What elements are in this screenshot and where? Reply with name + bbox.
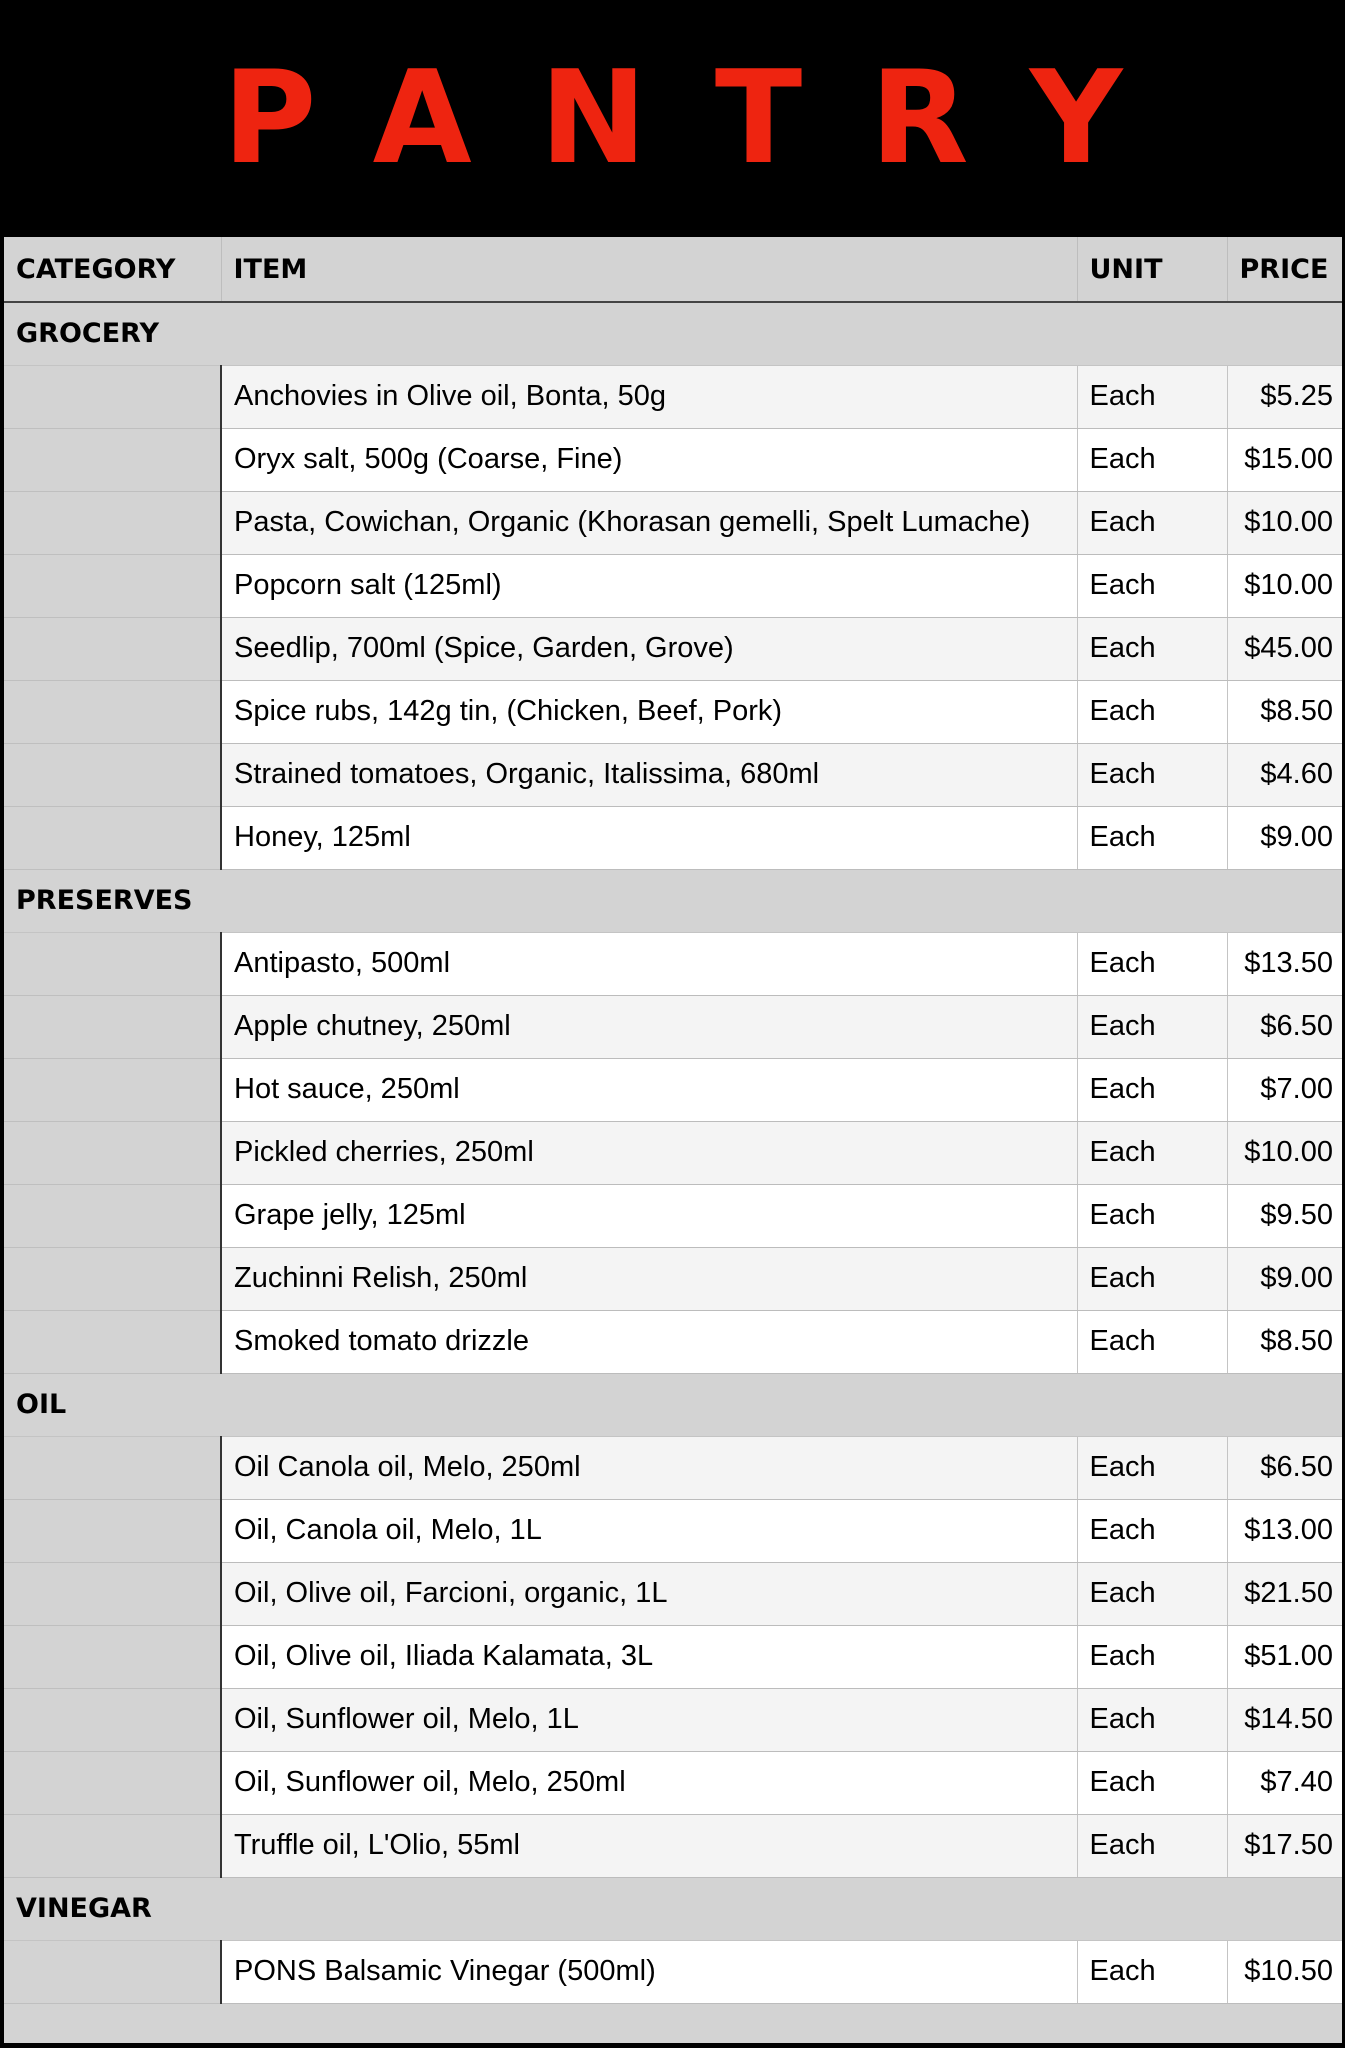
table-row — [4, 1625, 1343, 1688]
item-name-cell: Antipasto, 500ml — [221, 932, 1077, 995]
price-cell: $51.00 — [1227, 1625, 1343, 1688]
category-cell — [4, 1499, 221, 1562]
category-cell — [4, 365, 221, 428]
item-name-cell: Oil, Canola oil, Melo, 1L — [221, 1499, 1077, 1562]
unit-cell: Each — [1077, 1310, 1227, 1373]
unit-cell: Each — [1077, 1058, 1227, 1121]
unit-cell: Each — [1077, 932, 1227, 995]
table-row — [4, 806, 1343, 869]
unit-cell: Each — [1077, 1121, 1227, 1184]
unit-cell: Each — [1077, 806, 1227, 869]
item-name-cell: Pasta, Cowichan, Organic (Khorasan gemelli, Spelt Lumache) — [221, 491, 1077, 554]
price-cell: $6.50 — [1227, 1436, 1343, 1499]
category-cell — [4, 617, 221, 680]
category-cell — [4, 554, 221, 617]
price-cell: $8.50 — [1227, 680, 1343, 743]
item-name-cell: Apple chutney, 250ml — [221, 995, 1077, 1058]
item-name-cell: Popcorn salt (125ml) — [221, 554, 1077, 617]
category-label: GROCERY — [4, 302, 1343, 365]
price-cell: $6.50 — [1227, 995, 1343, 1058]
price-cell: $4.60 — [1227, 743, 1343, 806]
item-name-cell: Oil, Olive oil, Farcioni, organic, 1L — [221, 1562, 1077, 1625]
unit-cell: Each — [1077, 1814, 1227, 1877]
table-row — [4, 1058, 1343, 1121]
price-table — [4, 237, 1343, 2004]
price-cell: $13.00 — [1227, 1499, 1343, 1562]
item-name-cell: Grape jelly, 125ml — [221, 1184, 1077, 1247]
unit-cell: Each — [1077, 1436, 1227, 1499]
column-header-unit: UNIT — [1077, 237, 1227, 302]
table-row — [4, 1121, 1343, 1184]
category-row — [4, 869, 1343, 932]
item-name-cell: Truffle oil, L'Olio, 55ml — [221, 1814, 1077, 1877]
item-name-cell: PONS Balsamic Vinegar (500ml) — [221, 1940, 1077, 2003]
item-name-cell: Oil Canola oil, Melo, 250ml — [221, 1436, 1077, 1499]
table-row — [4, 1562, 1343, 1625]
unit-cell: Each — [1077, 743, 1227, 806]
table-row — [4, 554, 1343, 617]
price-cell: $9.00 — [1227, 1247, 1343, 1310]
category-cell — [4, 1751, 221, 1814]
table-row — [4, 1814, 1343, 1877]
column-header-category: CATEGORY — [4, 237, 221, 302]
category-label: VINEGAR — [4, 1877, 1343, 1940]
price-cell: $10.00 — [1227, 491, 1343, 554]
price-table-container — [4, 237, 1343, 2043]
category-cell — [4, 1184, 221, 1247]
unit-cell: Each — [1077, 995, 1227, 1058]
item-name-cell: Honey, 125ml — [221, 806, 1077, 869]
price-cell: $8.50 — [1227, 1310, 1343, 1373]
unit-cell: Each — [1077, 1499, 1227, 1562]
category-cell — [4, 1688, 221, 1751]
table-row — [4, 617, 1343, 680]
category-cell — [4, 1940, 221, 2003]
price-cell: $45.00 — [1227, 617, 1343, 680]
unit-cell: Each — [1077, 680, 1227, 743]
category-cell — [4, 491, 221, 554]
unit-cell: Each — [1077, 428, 1227, 491]
item-name-cell: Strained tomatoes, Organic, Italissima, 680ml — [221, 743, 1077, 806]
table-row — [4, 1940, 1343, 2003]
unit-cell: Each — [1077, 491, 1227, 554]
item-name-cell: Hot sauce, 250ml — [221, 1058, 1077, 1121]
table-row — [4, 428, 1343, 491]
column-header-price: PRICE — [1227, 237, 1343, 302]
category-cell — [4, 1121, 221, 1184]
unit-cell: Each — [1077, 1751, 1227, 1814]
price-cell: $9.00 — [1227, 806, 1343, 869]
column-header-item: ITEM — [221, 237, 1077, 302]
category-cell — [4, 1058, 221, 1121]
price-cell: $14.50 — [1227, 1688, 1343, 1751]
price-cell: $15.00 — [1227, 428, 1343, 491]
table-body — [4, 302, 1343, 2003]
table-row — [4, 932, 1343, 995]
table-header-row — [4, 237, 1343, 302]
table-row — [4, 1688, 1343, 1751]
price-cell: $9.50 — [1227, 1184, 1343, 1247]
price-cell: $10.00 — [1227, 554, 1343, 617]
table-row — [4, 995, 1343, 1058]
table-row — [4, 1184, 1343, 1247]
unit-cell: Each — [1077, 1625, 1227, 1688]
table-row — [4, 1436, 1343, 1499]
category-cell — [4, 806, 221, 869]
table-row — [4, 1499, 1343, 1562]
category-cell — [4, 1625, 221, 1688]
unit-cell: Each — [1077, 1562, 1227, 1625]
category-row — [4, 1373, 1343, 1436]
price-cell: $5.25 — [1227, 365, 1343, 428]
table-row — [4, 1310, 1343, 1373]
category-cell — [4, 428, 221, 491]
unit-cell: Each — [1077, 1688, 1227, 1751]
category-row — [4, 302, 1343, 365]
category-cell — [4, 680, 221, 743]
item-name-cell: Oil, Olive oil, Iliada Kalamata, 3L — [221, 1625, 1077, 1688]
price-cell: $7.40 — [1227, 1751, 1343, 1814]
price-cell: $17.50 — [1227, 1814, 1343, 1877]
table-row — [4, 1247, 1343, 1310]
category-cell — [4, 1436, 221, 1499]
unit-cell: Each — [1077, 1247, 1227, 1310]
item-name-cell: Zuchinni Relish, 250ml — [221, 1247, 1077, 1310]
price-cell: $7.00 — [1227, 1058, 1343, 1121]
category-row — [4, 1877, 1343, 1940]
table-row — [4, 491, 1343, 554]
unit-cell: Each — [1077, 554, 1227, 617]
price-cell: $13.50 — [1227, 932, 1343, 995]
unit-cell: Each — [1077, 365, 1227, 428]
category-cell — [4, 1562, 221, 1625]
item-name-cell: Oil, Sunflower oil, Melo, 250ml — [221, 1751, 1077, 1814]
table-row — [4, 1751, 1343, 1814]
table-row — [4, 365, 1343, 428]
item-name-cell: Oryx salt, 500g (Coarse, Fine) — [221, 428, 1077, 491]
category-label: OIL — [4, 1373, 1343, 1436]
item-name-cell: Seedlip, 700ml (Spice, Garden, Grove) — [221, 617, 1077, 680]
category-label: PRESERVES — [4, 869, 1343, 932]
title-banner — [0, 0, 1345, 237]
item-name-cell: Spice rubs, 142g tin, (Chicken, Beef, Pork) — [221, 680, 1077, 743]
item-name-cell: Smoked tomato drizzle — [221, 1310, 1077, 1373]
category-cell — [4, 1814, 221, 1877]
category-cell — [4, 743, 221, 806]
category-cell — [4, 932, 221, 995]
item-name-cell: Pickled cherries, 250ml — [221, 1121, 1077, 1184]
page-title: PANTRY — [222, 43, 1191, 193]
item-name-cell: Oil, Sunflower oil, Melo, 1L — [221, 1688, 1077, 1751]
unit-cell: Each — [1077, 617, 1227, 680]
unit-cell: Each — [1077, 1940, 1227, 2003]
category-cell — [4, 1310, 221, 1373]
table-row — [4, 743, 1343, 806]
unit-cell: Each — [1077, 1184, 1227, 1247]
category-cell — [4, 1247, 221, 1310]
price-cell: $10.00 — [1227, 1121, 1343, 1184]
table-row — [4, 680, 1343, 743]
category-cell — [4, 995, 221, 1058]
item-name-cell: Anchovies in Olive oil, Bonta, 50g — [221, 365, 1077, 428]
price-cell: $10.50 — [1227, 1940, 1343, 2003]
price-cell: $21.50 — [1227, 1562, 1343, 1625]
